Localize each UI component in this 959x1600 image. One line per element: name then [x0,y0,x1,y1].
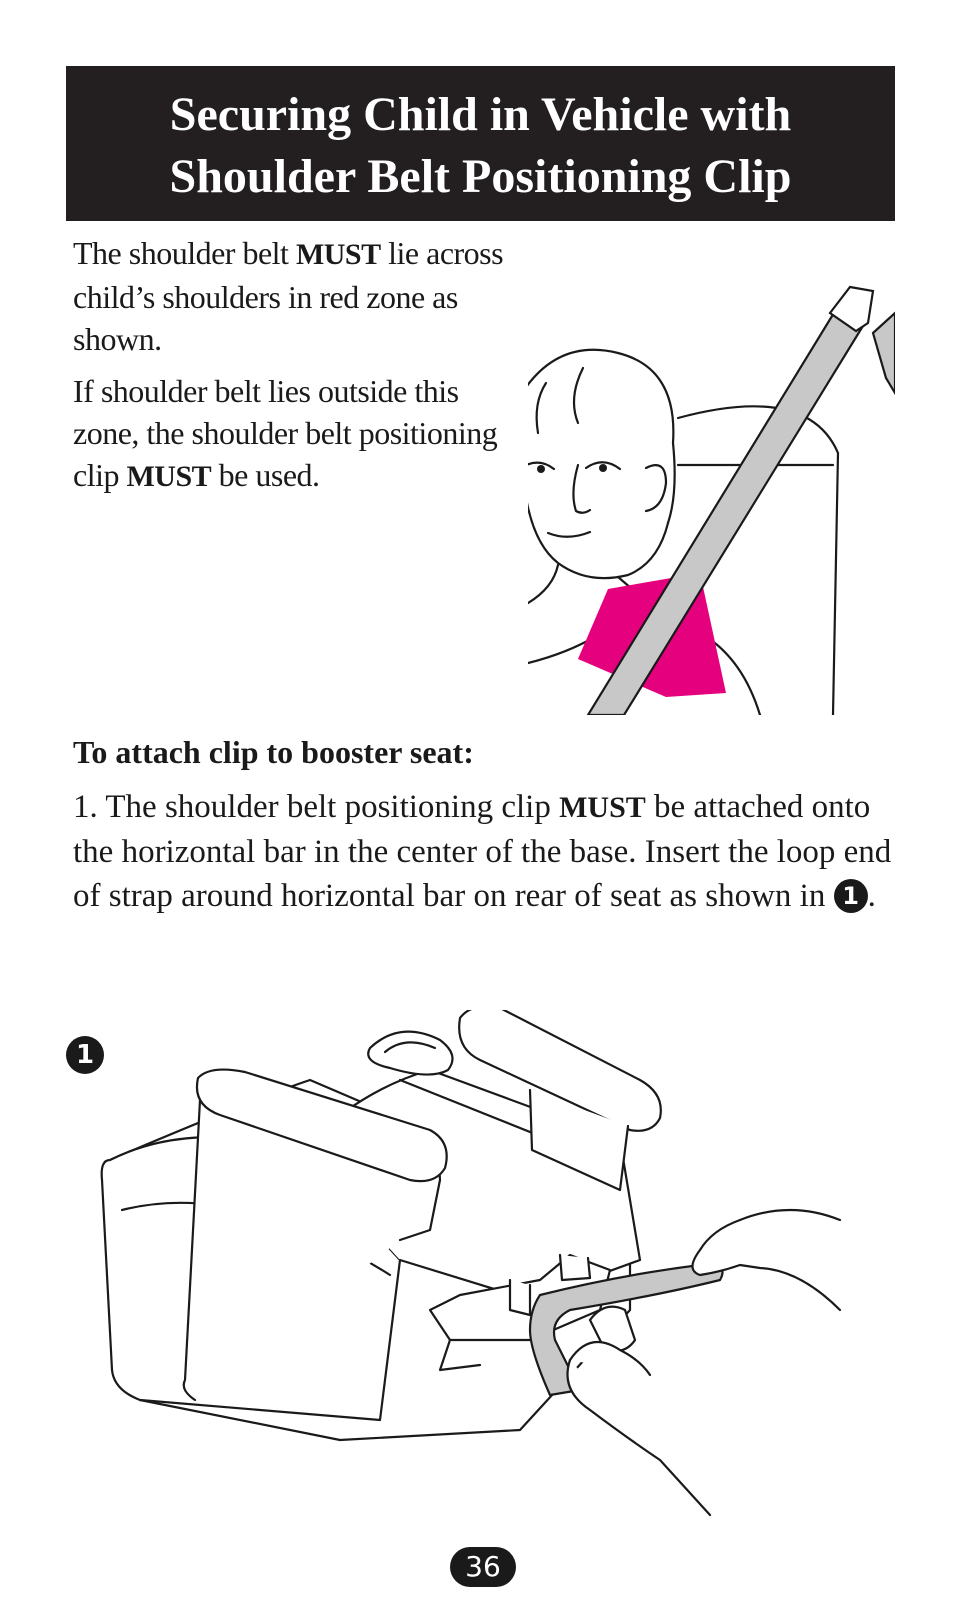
step-1-text-a: 1. The shoulder belt positioning clip [73,789,560,825]
must-emphasis: MUST [126,460,212,493]
title-line-2: Shoulder Belt Positioning Clip [169,150,792,203]
child-shoulder-belt-illustration [528,283,895,715]
intro-p2-text-b: be used. [211,457,320,493]
intro-paragraph-1 [73,232,513,360]
intro-paragraph-2 [73,370,513,498]
must-emphasis: MUST [295,238,381,271]
intro-p1-text-b: lie across child’s shoulders in red zone as shown. [73,235,504,357]
step-1-text [73,785,903,918]
booster-seat-illustration [100,1010,880,1530]
must-emphasis: MUST [559,791,646,824]
page-number: 36 [450,1547,516,1587]
step-1 [73,785,903,918]
section-subheading: To attach clip to booster seat: [73,734,474,770]
intro-p1-text-a: The shoulder belt [73,235,296,271]
figure-marker-icon: 1 [66,1036,104,1074]
title-banner [66,66,895,221]
intro-p2-text-a: If shoulder belt lies outside this zone, the shoulder belt positioning clip [73,373,498,493]
circled-number-icon: 1 [834,879,868,913]
step-1-text-b: be attached onto the horizontal bar in the center of the base. Insert the loop end of strap around horizontal bar on rear of seat as shown in [73,789,892,914]
step-1-period: . [867,878,876,914]
intro-text [73,232,513,508]
title-line-1: Securing Child in Vehicle with [169,88,792,141]
